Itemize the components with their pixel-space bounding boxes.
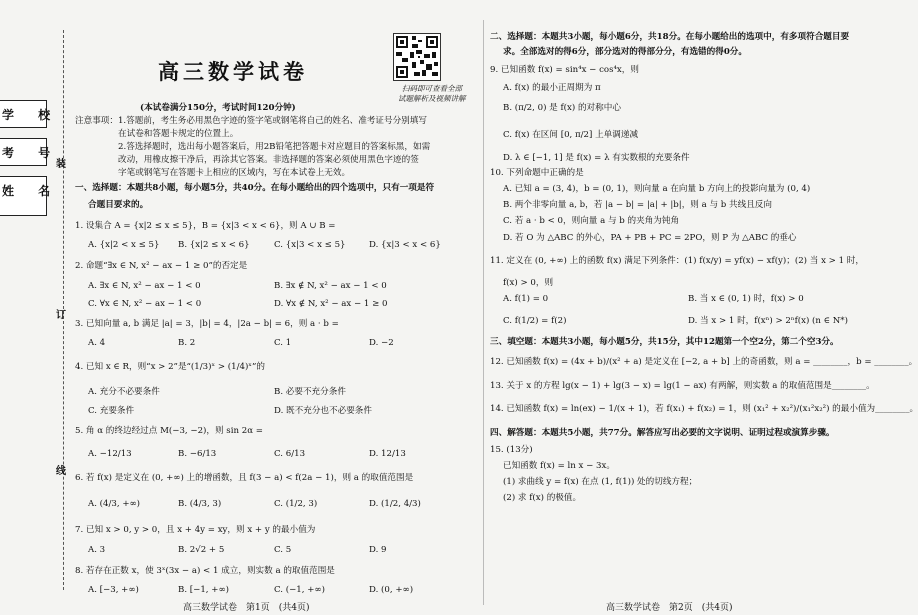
- q11-option-b: B. 当 x ∈ (0, 1) 时，f(x) > 0: [688, 294, 804, 304]
- q1-option-c: C. {x|3 < x ≤ 5}: [274, 240, 346, 250]
- qr-note-line2: 试题解析及视频讲解: [398, 94, 466, 103]
- q7-option-a: A. 3: [88, 545, 106, 555]
- q11-option-a: A. f(1) = 0: [503, 294, 549, 304]
- q15-function: 已知函数 f(x) = ln x − 3x。: [503, 461, 615, 471]
- section4-heading: 四、解答题：本题共5小题，共77分。解答应写出必要的文字说明、证明过程或演算步骤。: [490, 428, 835, 438]
- q15-heading: 15. (13分): [490, 445, 533, 455]
- q3-option-d: D. −2: [369, 338, 394, 348]
- notes-line-4: 改动，用橡皮擦干净后，再涂其它答案。非选择题的答案必须使用黑色字迹的签: [118, 155, 419, 165]
- q15-part1: (1) 求曲线 y = f(x) 在点 (1, f(1)) 处的切线方程；: [503, 477, 698, 487]
- section1-heading-cont: 合题目要求的。: [88, 200, 149, 210]
- q7-option-d: D. 9: [369, 545, 387, 555]
- name-field-label: 姓 名: [2, 184, 61, 198]
- notes-line-1: 注意事项：1.答题前，考生务必用黑色字迹的签字笔或钢笔将自己的姓名、准考证号分别填写: [75, 116, 427, 126]
- notes-line-3: 2.答选择题时，选出每小题答案后，用2B铅笔把答题卡对应题目的答案标黑，如需: [118, 142, 431, 152]
- q6-option-b: B. (4/3, 3): [178, 499, 222, 509]
- section3-heading: 三、填空题：本题共3小题，每小题5分，共15分，其中12题第一个空2分，第二个空3分。: [490, 337, 839, 347]
- q8-option-d: D. (0, +∞): [369, 585, 414, 595]
- q5-option-a: A. −12/13: [88, 449, 132, 459]
- q11-stem-cont: f(x) > 0，则: [503, 278, 554, 288]
- section2-heading: 二、选择题：本题共3小题，每小题6分，共18分。在每小题给出的选项中，有多项符合题目要: [490, 32, 850, 42]
- q8-option-c: C. (−1, +∞): [274, 585, 325, 595]
- q10-option-c: C. 若 a · b < 0，则向量 a 与 b 的夹角为钝角: [503, 216, 680, 226]
- q11-option-c: C. f(1/2) = f(2): [503, 316, 567, 326]
- q7-stem: 7. 已知 x > 0, y > 0，且 x + 4y = xy，则 x + y 的最小值为: [75, 525, 316, 535]
- q9-option-c: C. f(x) 在区间 [0, π/2] 上单调递减: [503, 130, 639, 140]
- q9-option-b: B. (π/2, 0) 是 f(x) 的对称中心: [503, 103, 621, 113]
- q5-option-c: C. 6/13: [274, 449, 306, 459]
- q1-stem: 1. 设集合 A = {x|2 ≤ x ≤ 5}，B = {x|3 < x < 6}，则 A ∪ B =: [75, 221, 336, 231]
- q14-stem: 14. 已知函数 f(x) = ln(ex) − 1/(x + 1)，若 f(x₁) + f(x₂) = 1，则 (x₁² + x₂²)/(x₁²x₂²) 的最小值为________。: [490, 404, 918, 414]
- q13-stem: 13. 关于 x 的方程 lg(x − 1) + lg(3 − x) = lg(1 − ax) 有两解，则实数 a 的取值范围是________。: [490, 381, 875, 391]
- q6-stem: 6. 若 f(x) 是定义在 (0, +∞) 上的增函数，且 f(3 − a) < f(2a − 1)，则 a 的取值范围是: [75, 473, 414, 483]
- q6-option-c: C. (1/2, 3): [274, 499, 318, 509]
- q8-stem: 8. 若存在正数 x，使 3ˣ(3x − a) < 1 成立，则实数 a 的取值范围是: [75, 566, 335, 576]
- page-divider: [483, 20, 484, 605]
- q9-option-a: A. f(x) 的最小正周期为 π: [503, 83, 601, 93]
- q3-option-a: A. 4: [88, 338, 106, 348]
- q3-option-b: B. 2: [178, 338, 196, 348]
- q2-option-d: D. ∀x ∉ N, x² − ax − 1 ≥ 0: [274, 299, 388, 309]
- binding-char-ding: 订: [56, 310, 66, 321]
- q9-stem: 9. 已知函数 f(x) = sin⁴x − cos⁴x，则: [490, 65, 639, 75]
- left-page-footer: 高三数学试卷 第1页 (共4页): [183, 603, 310, 613]
- q4-option-a: A. 充分不必要条件: [88, 387, 160, 397]
- q10-stem: 10. 下列命题中正确的是: [490, 168, 584, 178]
- q1-option-d: D. {x|3 < x < 6}: [369, 240, 441, 250]
- exam-meta: (本试卷满分150分，考试时间120分钟): [140, 103, 296, 113]
- qr-code-icon[interactable]: [393, 33, 441, 81]
- q3-stem: 3. 已知向量 a, b 满足 |a| = 3，|b| = 4，|2a − b| = 6，则 a · b =: [75, 319, 339, 329]
- notes-line-2: 在试卷和答题卡规定的位置上。: [118, 129, 239, 139]
- q2-option-a: A. ∃x ∈ N, x² − ax − 1 < 0: [88, 281, 201, 291]
- q9-option-d: D. λ ∈ [−1, 1] 是 f(x) = λ 有实数根的充要条件: [503, 153, 690, 163]
- q5-option-b: B. −6/13: [178, 449, 217, 459]
- q2-stem: 2. 命题“∃x ∈ N, x² − ax − 1 ≥ 0”的否定是: [75, 261, 248, 271]
- section2-heading-cont: 求。全部选对的得6分，部分选对的得部分分，有选错的得0分。: [503, 47, 747, 57]
- q10-option-d: D. 若 O 为 △ABC 的外心，PA + PB + PC = 2PO，则 P 为 △ABC 的垂心: [503, 233, 797, 243]
- q6-option-d: D. (1/2, 4/3): [369, 499, 421, 509]
- binding-char-zhuang: 装: [56, 159, 66, 170]
- q11-stem: 11. 定义在 (0, +∞) 上的函数 f(x) 满足下列条件：(1) f(x/y) = yf(x) − xf(y)；(2) 当 x > 1 时，: [490, 256, 864, 266]
- q4-option-d: D. 既不充分也不必要条件: [274, 406, 372, 416]
- q6-option-a: A. (4/3, +∞): [88, 499, 141, 509]
- notes-line-5: 字笔或钢笔写在答题卡上相应的区域内，写在本试卷上无效。: [118, 168, 351, 178]
- q8-option-a: A. [−3, +∞): [88, 585, 139, 595]
- q10-option-b: B. 两个非零向量 a, b，若 |a − b| = |a| + |b|，则 a 与 b 共线且反向: [503, 200, 772, 210]
- q4-option-b: B. 必要不充分条件: [274, 387, 346, 397]
- q3-option-c: C. 1: [274, 338, 292, 348]
- qr-note-line1: 扫码即可查看全部: [402, 84, 462, 93]
- q4-stem: 4. 已知 x ∈ R，则“x > 2”是“(1/3)ˣ > (1/4)ˣ”的: [75, 362, 265, 372]
- exam-title: 高三数学试卷: [158, 59, 308, 84]
- q7-option-b: B. 2√2 + 5: [178, 545, 225, 555]
- exam-number-field-label: 考 号: [2, 146, 61, 160]
- q11-option-d: D. 当 x > 1 时，f(xⁿ) > 2ⁿf(x) (n ∈ N*): [688, 316, 848, 326]
- section1-heading: 一、选择题：本题共8小题，每小题5分，共40分。在每小题给出的四个选项中，只有一项是符: [75, 183, 435, 193]
- q7-option-c: C. 5: [274, 545, 292, 555]
- binding-char-xian: 线: [56, 466, 66, 477]
- q10-option-a: A. 已知 a = (3, 4)，b = (0, 1)，则向量 a 在向量 b 方向上的投影向量为 (0, 4): [503, 184, 811, 194]
- q2-option-b: B. ∃x ∉ N, x² − ax − 1 < 0: [274, 281, 387, 291]
- q2-option-c: C. ∀x ∈ N, x² − ax − 1 < 0: [88, 299, 202, 309]
- q1-option-b: B. {x|2 ≤ x < 6}: [178, 240, 250, 250]
- q5-option-d: D. 12/13: [369, 449, 406, 459]
- q15-part2: (2) 求 f(x) 的极值。: [503, 493, 582, 503]
- q4-option-c: C. 充要条件: [88, 406, 135, 416]
- right-page-footer: 高三数学试卷 第2页 (共4页): [606, 603, 733, 613]
- q8-option-b: B. [−1, +∞): [178, 585, 229, 595]
- q5-stem: 5. 角 α 的终边经过点 M(−3, −2)，则 sin 2α =: [75, 426, 263, 436]
- q1-option-a: A. {x|2 < x ≤ 5}: [88, 240, 160, 250]
- school-field-label: 学 校: [2, 108, 61, 122]
- q12-stem: 12. 已知函数 f(x) = (4x + b)/(x² + a) 是定义在 [−2, a + b] 上的奇函数，则 a = ________，b = ________。: [490, 357, 918, 367]
